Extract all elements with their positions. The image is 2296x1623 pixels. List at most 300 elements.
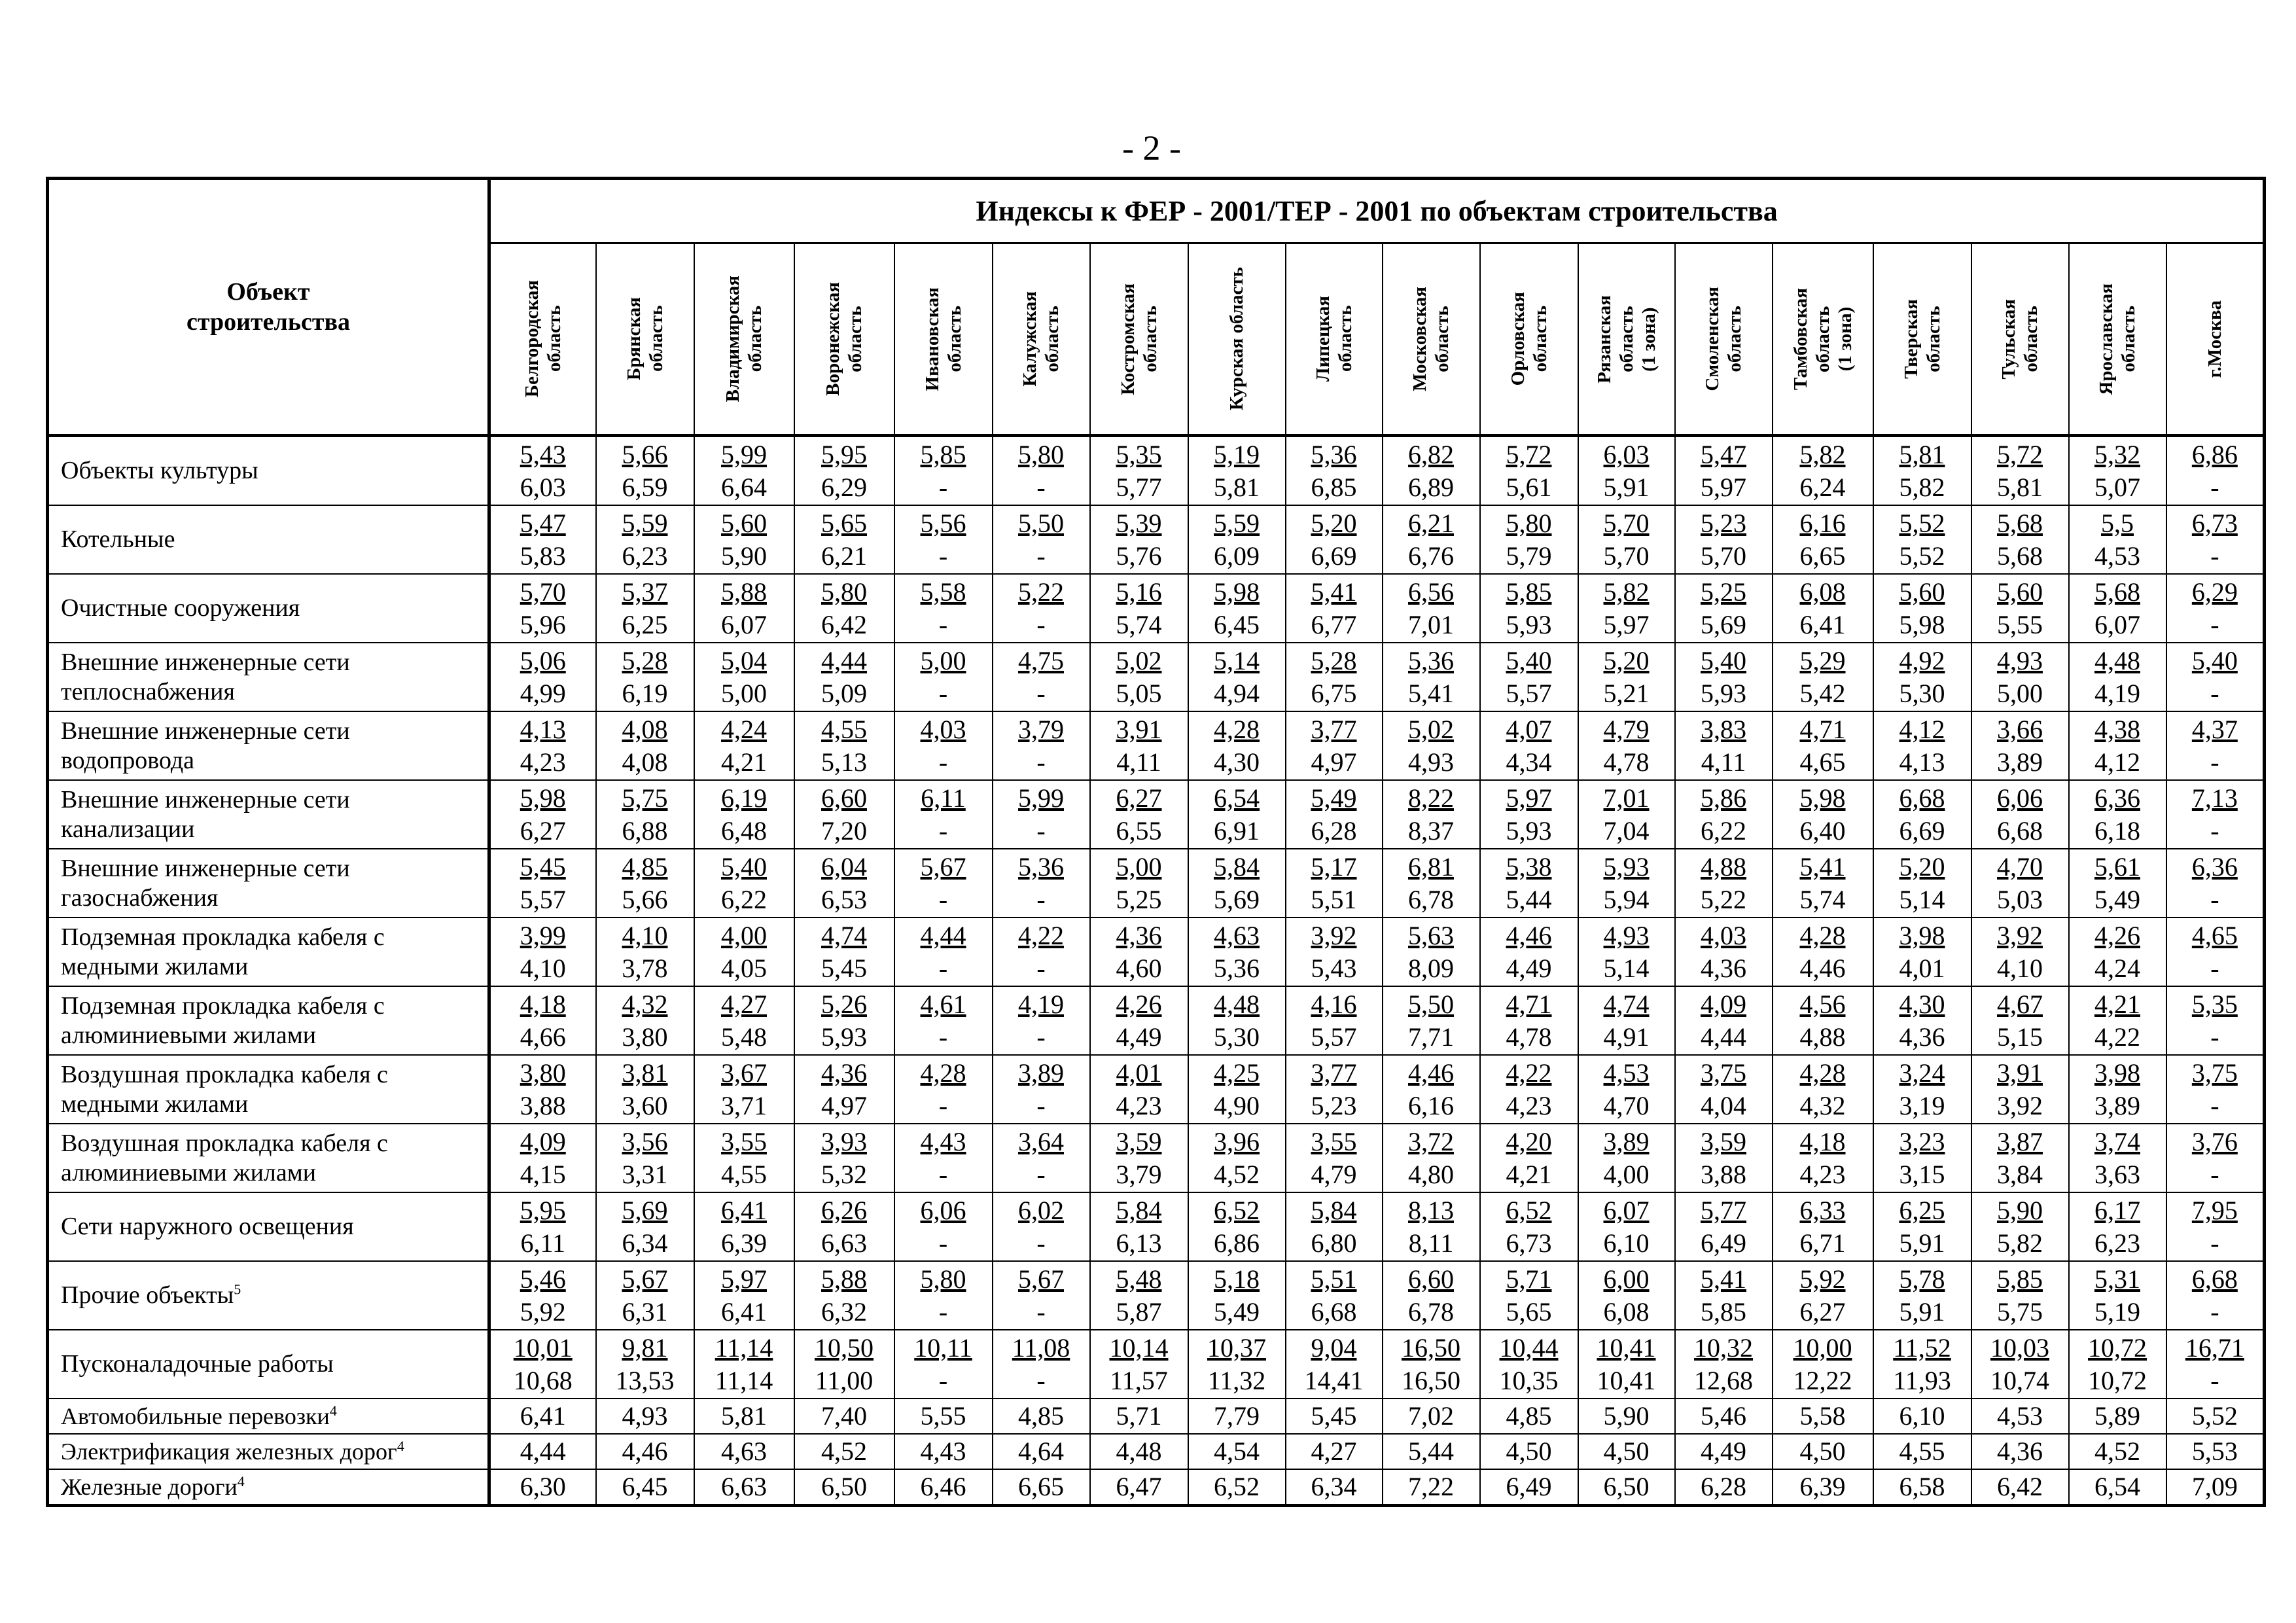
index-cell: 7,40 [794,1399,894,1434]
index-value-bottom: 5,05 [1116,678,1162,708]
index-cell [1971,436,2069,506]
object-name: Объекты культуры [61,457,258,484]
table-row [48,918,2265,986]
index-value-bottom: 4,22 [2094,1022,2140,1052]
index-cell [489,1124,596,1192]
index-cell [794,574,894,643]
region-header-label: Московская область [1409,287,1453,391]
index-value-top: 10,37 [1207,1332,1266,1363]
index-value-top: 6,08 [1799,577,1846,607]
index-cell [1286,711,1383,780]
object-name: Воздушная прокладка кабеля с медными жилами [61,1060,388,1118]
object-name: Внешние инженерные сети газоснабжения [61,854,350,912]
index-cell [894,1192,993,1261]
index-cell [1480,1330,1578,1399]
region-header [794,243,894,436]
object-name-cell [48,711,489,780]
index-cell [694,918,794,986]
index-value-bottom: 11,00 [815,1365,874,1395]
index-value-top: 3,99 [520,920,566,950]
object-name: Сети наружного освещения [61,1213,354,1240]
index-cell [1971,986,2069,1055]
index-cell [1675,711,1773,780]
region-header [1286,243,1383,436]
index-value-top: 5,60 [1997,577,2043,607]
index-value-top: 4,09 [1701,989,1746,1019]
object-name: Подземная прокладка кабеля с медными жилами [61,923,385,980]
index-cell [1971,780,2069,849]
index-value-top: 5,81 [1899,439,1945,469]
indices-table [46,177,2266,1507]
index-value-bottom: 5,77 [1116,472,1162,502]
index-cell [794,1261,894,1330]
index-cell [2069,1330,2166,1399]
index-value-top: 3,92 [1997,920,2043,950]
index-cell [1286,574,1383,643]
index-value-bottom: 4,46 [1799,953,1846,983]
index-value-bottom: 4,97 [821,1090,867,1120]
index-value-top: 3,75 [2191,1058,2238,1088]
index-value-top: 5,69 [622,1195,668,1225]
index-cell [2166,849,2265,918]
index-value-top: 10,32 [1694,1332,1753,1363]
index-value-bottom: 5,49 [1214,1296,1260,1327]
index-cell [1971,918,2069,986]
index-value-top: 4,28 [1214,714,1260,744]
index-value-bottom: 3,15 [1899,1159,1945,1189]
index-cell [894,711,993,780]
index-value-top: 6,16 [1799,508,1846,538]
index-value-top: 5,60 [1899,577,1945,607]
index-cell [2069,436,2166,506]
index-cell [1873,643,1971,711]
index-cell: 4,36 [1971,1434,2069,1469]
index-value-bottom: - [1036,609,1046,639]
index-value-bottom: 6,78 [1408,1296,1454,1327]
index-cell [694,1192,794,1261]
index-cell [1383,505,1480,574]
index-cell [1188,1124,1286,1192]
table-row [48,1124,2265,1192]
index-cell: 6,28 [1675,1469,1773,1506]
index-cell [993,711,1090,780]
index-value-bottom: 6,28 [1311,815,1357,846]
index-value-bottom: 6,34 [622,1228,668,1258]
index-value-bottom: 4,05 [721,953,767,983]
index-value-top: 4,71 [1506,989,1552,1019]
index-value-bottom: 5,74 [1799,884,1846,914]
index-value-top: 3,92 [1311,920,1357,950]
index-value-top: 5,85 [920,439,966,469]
index-value-bottom: - [1036,1090,1046,1120]
index-cell: 6,30 [489,1469,596,1506]
index-value-top: 4,75 [1018,645,1064,675]
index-value-top: 3,64 [1018,1126,1064,1156]
index-cell [694,1124,794,1192]
index-value-top: 16,71 [2185,1332,2244,1363]
index-value-top: 6,68 [2191,1264,2238,1294]
index-value-top: 7,13 [2191,783,2238,813]
index-value-bottom: 6,78 [1408,884,1454,914]
region-header [596,243,694,436]
index-cell: 7,22 [1383,1469,1480,1506]
index-value-top: 3,56 [622,1126,668,1156]
index-cell [1578,1330,1675,1399]
index-cell: 4,85 [993,1399,1090,1434]
index-value-top: 6,68 [1899,783,1945,813]
index-value-top: 4,48 [2094,645,2140,675]
index-cell [1773,574,1873,643]
index-cell [1773,780,1873,849]
index-cell [1286,780,1383,849]
index-cell [2069,1124,2166,1192]
index-value-bottom: 4,79 [1311,1159,1357,1189]
index-value-top: 5,00 [1116,851,1162,882]
index-value-bottom: 6,85 [1311,472,1357,502]
index-value-top: 5,90 [1997,1195,2043,1225]
index-value-bottom: 5,90 [721,541,767,571]
index-value-top: 5,97 [721,1264,767,1294]
index-value-bottom: 5,70 [1603,541,1650,571]
index-cell [489,1330,596,1399]
index-cell [993,1261,1090,1330]
index-cell [2166,1124,2265,1192]
region-header [2166,243,2265,436]
index-value-bottom: 6,40 [1799,815,1846,846]
index-cell [1773,436,1873,506]
index-cell [1480,986,1578,1055]
index-cell [1188,1330,1286,1399]
index-cell: 5,71 [1090,1399,1188,1434]
index-value-bottom: 4,23 [1799,1159,1846,1189]
index-cell: 6,50 [794,1469,894,1506]
index-value-bottom: 5,25 [1116,884,1162,914]
index-value-bottom: 5,94 [1603,884,1650,914]
index-value-top: 6,27 [1116,783,1162,813]
index-cell [489,780,596,849]
index-value-top: 6,54 [1214,783,1260,813]
index-value-top: 5,06 [520,645,566,675]
index-cell [1286,436,1383,506]
table-row [48,986,2265,1055]
region-header [1675,243,1773,436]
region-header-label: г.Москва [2204,300,2225,378]
index-value-bottom: - [2210,541,2219,571]
region-header [1383,243,1480,436]
index-value-top: 5,65 [821,508,867,538]
index-value-bottom: - [938,609,948,639]
index-cell: 7,02 [1383,1399,1480,1434]
object-column-header-text: Объект строительства [186,278,351,336]
index-value-bottom: 4,34 [1506,747,1552,777]
index-value-top: 4,70 [1997,851,2043,882]
index-cell [489,436,596,506]
index-value-bottom: 5,03 [1997,884,2043,914]
index-value-bottom: 5,82 [1899,472,1945,502]
index-value-bottom: 5,22 [1701,884,1746,914]
index-value-top: 5,23 [1701,508,1746,538]
index-value-bottom: - [2210,1228,2219,1258]
index-cell [1971,1192,2069,1261]
index-value-top: 5,70 [1603,508,1650,538]
index-cell: 6,10 [1873,1399,1971,1434]
index-cell [1675,918,1773,986]
index-value-top: 5,36 [1018,851,1064,882]
index-value-bottom: 3,89 [1997,747,2043,777]
index-value-bottom: 4,11 [1701,747,1746,777]
index-value-bottom: 6,39 [721,1228,767,1258]
index-value-bottom: - [938,884,948,914]
index-value-top: 7,01 [1603,783,1650,813]
index-value-top: 4,36 [821,1058,867,1088]
index-value-bottom: 5,57 [1311,1022,1357,1052]
index-value-bottom: 8,37 [1408,815,1454,846]
index-value-bottom: - [2210,1296,2219,1327]
index-value-bottom: - [2210,1090,2219,1120]
index-cell [2166,574,2265,643]
index-value-bottom: 6,41 [721,1296,767,1327]
index-value-bottom: 4,91 [1603,1022,1650,1052]
index-cell [1675,1261,1773,1330]
index-value-bottom: 5,49 [2094,884,2140,914]
index-cell: 6,46 [894,1469,993,1506]
index-cell: 6,52 [1188,1469,1286,1506]
index-value-bottom: 6,24 [1799,472,1846,502]
index-cell [993,1192,1090,1261]
index-cell [1675,643,1773,711]
index-cell: 4,46 [596,1434,694,1469]
table-row [48,1055,2265,1124]
index-cell [1480,711,1578,780]
index-value-bottom: 3,79 [1116,1159,1162,1189]
index-cell [1480,918,1578,986]
index-cell [1480,1124,1578,1192]
index-cell [1873,918,1971,986]
index-cell [694,849,794,918]
index-value-top: 4,07 [1506,714,1552,744]
index-value-top: 6,36 [2094,783,2140,813]
region-header-label: Орловская область [1507,292,1551,386]
index-cell [1188,1192,1286,1261]
index-cell [1873,780,1971,849]
index-value-bottom: 7,20 [821,815,867,846]
index-value-bottom: 4,10 [1997,953,2043,983]
index-cell [1188,1055,1286,1124]
index-value-bottom: - [1036,815,1046,846]
index-value-bottom: - [938,541,948,571]
object-column-header [48,179,489,436]
index-value-bottom: 6,73 [1506,1228,1552,1258]
index-value-bottom: 5,97 [1603,609,1650,639]
index-value-bottom: 5,83 [520,541,566,571]
object-name-cell [48,1124,489,1192]
index-cell [489,849,596,918]
index-value-bottom: 4,70 [1603,1090,1650,1120]
index-cell [2166,1330,2265,1399]
index-cell [1873,1261,1971,1330]
index-value-bottom: 4,99 [520,678,566,708]
index-value-bottom: 5,57 [520,884,566,914]
object-name-cell [48,1399,489,1434]
index-cell [1578,1055,1675,1124]
index-value-top: 5,28 [1311,645,1357,675]
object-name: Внешние инженерные сети теплоснабжения [61,648,350,705]
table-row [48,711,2265,780]
index-value-top: 5,70 [520,577,566,607]
index-value-top: 5,20 [1603,645,1650,675]
index-value-top: 4,85 [622,851,668,882]
index-value-top: 5,47 [1701,439,1746,469]
index-cell [2166,918,2265,986]
index-value-top: 5,78 [1899,1264,1945,1294]
footnote-mark: 4 [237,1473,245,1489]
index-value-bottom: 3,88 [1701,1159,1746,1189]
index-value-top: 3,55 [721,1126,767,1156]
index-value-bottom: 4,65 [1799,747,1846,777]
index-cell [489,711,596,780]
index-cell [1873,849,1971,918]
object-name: Железные дороги [61,1474,238,1500]
index-value-top: 4,30 [1899,989,1945,1019]
index-cell [596,505,694,574]
index-value-bottom: 5,74 [1116,609,1162,639]
index-value-bottom: 5,21 [1603,678,1650,708]
index-cell [993,1124,1090,1192]
index-value-top: 5,36 [1408,645,1454,675]
index-cell: 5,53 [2166,1434,2265,1469]
index-value-top: 4,38 [2094,714,2140,744]
index-cell [2069,918,2166,986]
index-cell: 4,55 [1873,1434,1971,1469]
index-value-top: 4,48 [1214,989,1260,1019]
index-value-bottom: 11,32 [1207,1365,1266,1395]
index-value-top: 4,28 [920,1058,966,1088]
index-value-top: 4,13 [520,714,566,744]
index-cell: 4,63 [694,1434,794,1469]
index-value-bottom: 3,60 [622,1090,668,1120]
index-value-bottom: 4,24 [2094,953,2140,983]
index-value-top: 6,07 [1603,1195,1650,1225]
index-cell [1873,1124,1971,1192]
index-cell: 5,45 [1286,1399,1383,1434]
index-value-bottom: 6,07 [2094,609,2140,639]
region-header [1578,243,1675,436]
index-cell [993,986,1090,1055]
index-value-top: 4,28 [1799,920,1846,950]
index-value-bottom: 5,82 [1997,1228,2043,1258]
index-cell [2166,1261,2265,1330]
index-value-bottom: - [2210,1365,2219,1395]
index-value-top: 5,77 [1701,1195,1746,1225]
index-value-bottom: - [2210,815,2219,846]
region-header-label: Курская область [1226,267,1247,411]
index-value-bottom: 6,53 [821,884,867,914]
index-cell [1090,1124,1188,1192]
index-value-top: 5,68 [2094,577,2140,607]
index-value-top: 4,44 [920,920,966,950]
index-value-top: 5,95 [520,1195,566,1225]
index-value-bottom: 6,76 [1408,541,1454,571]
index-value-bottom: 5,93 [1506,609,1552,639]
index-value-top: 5,82 [1799,439,1846,469]
index-cell [694,436,794,506]
index-cell [1971,1124,2069,1192]
index-cell [1873,1055,1971,1124]
index-value-bottom: 5,93 [821,1022,867,1052]
footnote-mark: 4 [329,1402,337,1419]
index-value-bottom: 6,10 [1603,1228,1650,1258]
index-value-top: 5,40 [721,851,767,882]
index-cell [2069,1055,2166,1124]
index-cell [894,505,993,574]
index-cell [1286,505,1383,574]
index-value-bottom: 4,12 [2094,747,2140,777]
index-cell [694,643,794,711]
index-value-top: 5,37 [622,577,668,607]
index-value-top: 6,56 [1408,577,1454,607]
index-cell [2166,643,2265,711]
region-header [1773,243,1873,436]
index-cell [1383,436,1480,506]
index-value-bottom: 6,49 [1701,1228,1746,1258]
index-value-bottom: 4,78 [1603,747,1650,777]
index-value-bottom: 4,21 [1506,1159,1552,1189]
index-cell [2166,711,2265,780]
index-cell [1873,1192,1971,1261]
object-name: Электрификация железных дорог [61,1438,397,1465]
index-value-top: 9,04 [1311,1332,1357,1363]
index-cell: 6,63 [694,1469,794,1506]
index-cell [993,1055,1090,1124]
index-cell [1578,643,1675,711]
index-cell [1188,505,1286,574]
index-cell [1286,643,1383,711]
index-cell [1188,918,1286,986]
index-cell: 4,54 [1188,1434,1286,1469]
index-value-top: 5,72 [1506,439,1552,469]
index-value-top: 6,36 [2191,851,2238,882]
index-value-bottom: - [2210,1159,2219,1189]
index-value-top: 6,19 [721,783,767,813]
index-value-bottom: - [938,953,948,983]
index-cell [1578,436,1675,506]
index-value-bottom: 5,42 [1799,678,1846,708]
index-value-bottom: 5,30 [1214,1022,1260,1052]
index-value-top: 4,00 [721,920,767,950]
region-header-label: Тамбовская область (1 зона) [1790,287,1856,391]
index-value-top: 5,14 [1214,645,1260,675]
index-cell [1873,711,1971,780]
index-cell [2069,643,2166,711]
index-cell: 5,46 [1675,1399,1773,1434]
index-value-bottom: 10,74 [1990,1365,2049,1395]
index-value-top: 5,61 [2094,851,2140,882]
index-value-bottom: - [2210,678,2219,708]
index-value-top: 5,75 [622,783,668,813]
index-cell [794,1055,894,1124]
index-value-bottom: 5,41 [1408,678,1454,708]
index-value-top: 5,48 [1116,1264,1162,1294]
index-cell: 4,48 [1090,1434,1188,1469]
object-name: Автомобильные перевозки [61,1403,330,1429]
index-cell [794,918,894,986]
index-value-bottom: 4,23 [1506,1090,1552,1120]
index-value-top: 6,60 [821,783,867,813]
index-value-bottom: 6,69 [1311,541,1357,571]
region-header-label: Калужская область [1019,291,1063,387]
index-value-top: 4,37 [2191,714,2238,744]
index-value-top: 8,22 [1408,783,1454,813]
